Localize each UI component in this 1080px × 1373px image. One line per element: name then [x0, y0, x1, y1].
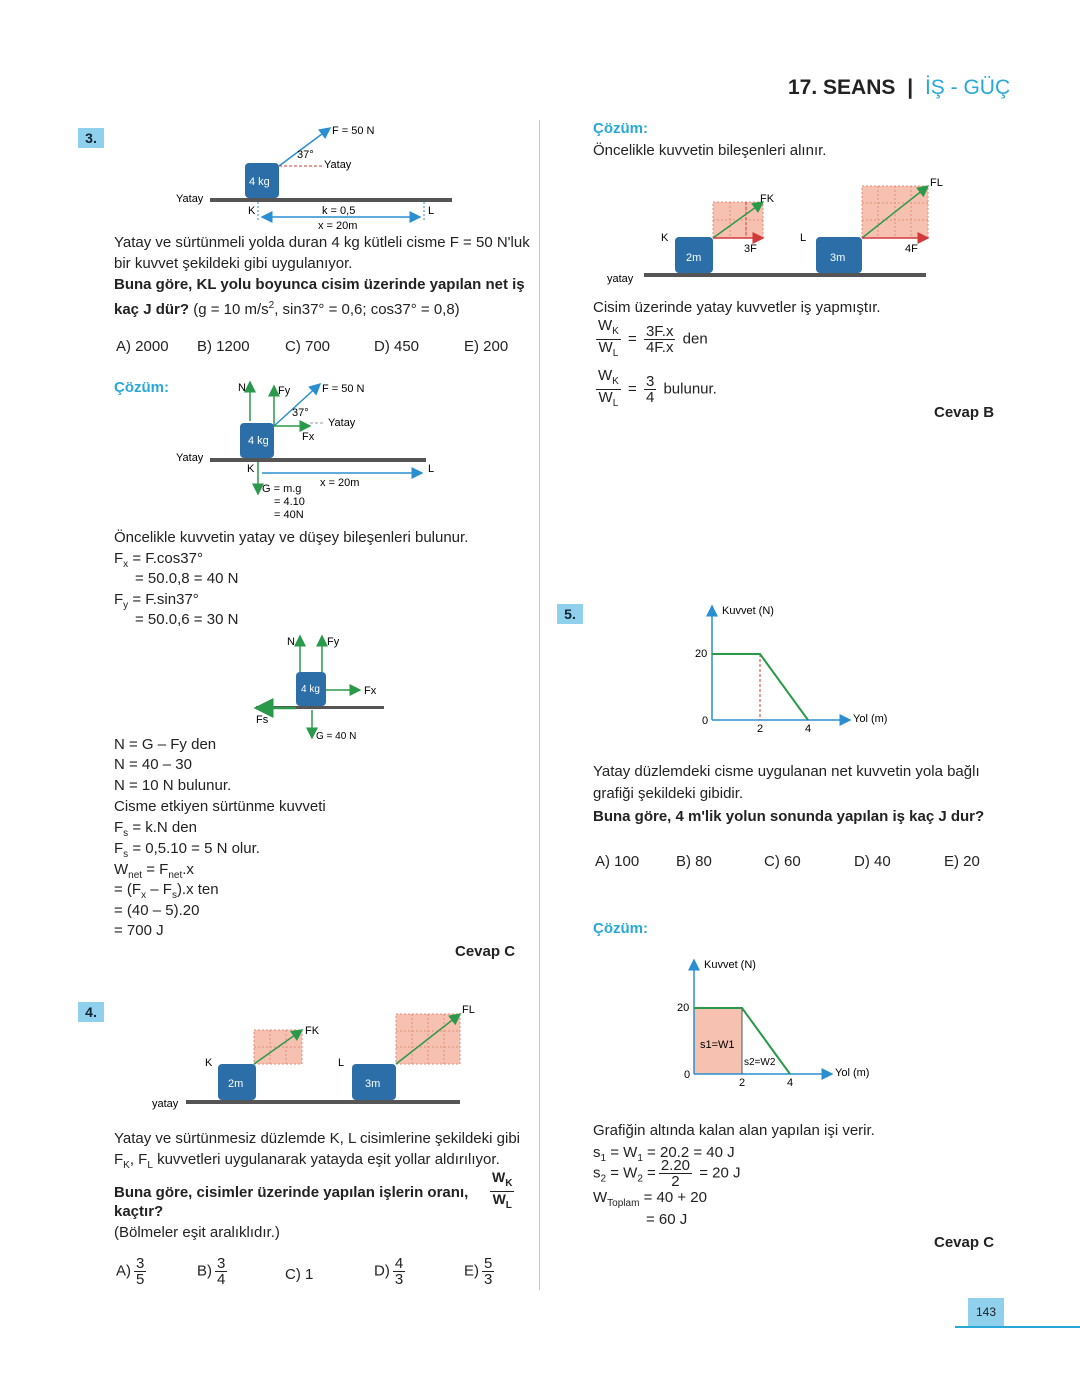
svg-text:3m: 3m	[365, 1078, 381, 1090]
svg-text:3m: 3m	[830, 252, 846, 264]
q4-option-a[interactable]: A) $\frac{3}{5}$	[116, 1255, 145, 1288]
svg-text:G = 40 N: G = 40 N	[316, 731, 357, 742]
n-line-3: N = 10 N bulunur.	[114, 777, 232, 794]
svg-text:Fs: Fs	[256, 714, 269, 726]
q4-text-1: Yatay ve sürtünmesiz düzlemde K, L cisimlerine şekildeki gibi	[114, 1130, 521, 1147]
q3-solution-label: Çözüm:	[114, 379, 169, 396]
q5-text-2: grafiği şekildeki gibidir.	[593, 785, 744, 802]
session-title: 17. SEANS	[788, 76, 896, 99]
y-axis-label: Kuvvet (N)	[722, 605, 774, 617]
q4-solution-line-1: Cisim üzerinde yatay kuvvetler iş yapmıştır.	[593, 299, 881, 316]
q5-option-e[interactable]: E) 20	[944, 853, 980, 870]
svg-text:FK: FK	[305, 1025, 320, 1037]
q5-sol-3: $s_2 = W_2$ = $\frac{2.20}{2}$ = 20 J	[593, 1157, 741, 1190]
x-tick-4: 4	[805, 723, 812, 735]
q3-option-a[interactable]: A) 2000	[116, 338, 169, 355]
n-line-4: Cisme etkiyen sürtünme kuvveti	[114, 798, 326, 815]
topic-title: İŞ - GÜÇ	[924, 76, 1011, 99]
q3-option-e[interactable]: E) 200	[464, 338, 509, 355]
svg-text:yatay: yatay	[152, 1098, 179, 1110]
q3-option-b[interactable]: B) 1200	[197, 338, 250, 355]
q3-solution-figure	[170, 376, 470, 524]
q3-option-c[interactable]: C) 700	[285, 338, 331, 355]
x-tick-2: 2	[757, 723, 764, 735]
svg-text:yatay: yatay	[607, 273, 634, 285]
q4-solution-eq-1: $\frac{W_K}{W_L}$ = $\frac{3F.x}{4F.x}$ den	[598, 317, 708, 359]
q5-bold-1: Buna göre, 4 m'lik yolun sonunda yapılan iş kaç J dur?	[593, 808, 985, 825]
svg-text:x = 20m: x = 20m	[318, 220, 358, 232]
svg-text:2: 2	[739, 1077, 746, 1089]
q4-ratio: $\frac{W_K}{W_L}$	[492, 1169, 513, 1211]
svg-text:K: K	[661, 232, 669, 244]
q5-sol-5: = 60 J	[646, 1211, 688, 1228]
svg-text:L: L	[428, 205, 435, 217]
svg-text:K: K	[248, 205, 256, 217]
q4-solution-label: Çözüm:	[593, 120, 648, 137]
svg-text:2m: 2m	[686, 252, 702, 264]
svg-text:20: 20	[677, 1002, 690, 1014]
question-number-4: 4.	[78, 1002, 104, 1022]
svg-text:0: 0	[684, 1069, 691, 1081]
svg-text:4 kg: 4 kg	[249, 176, 270, 188]
q5-sol-1: Grafiğin altında kalan alan yapılan işi verir.	[593, 1122, 875, 1139]
calc-line-3: = 700 J	[114, 922, 164, 939]
q3-answer: Cevap C	[455, 943, 516, 960]
page-number: 143	[968, 1298, 1004, 1326]
q4-solution-intro: Öncelikle kuvvetin bileşenleri alınır.	[593, 142, 827, 159]
svg-text:G = m.g: G = m.g	[262, 483, 302, 495]
n-line-2: N = 40 – 30	[114, 756, 192, 773]
svg-text:37°: 37°	[292, 407, 309, 419]
svg-text:x = 20m: x = 20m	[320, 477, 360, 489]
fx-line-1: $F_x = F.\cos 37^\circ$	[114, 550, 203, 570]
svg-text:4 kg: 4 kg	[248, 435, 269, 447]
fs-line-2: $F_s = 0,5.10 = 5$ N olur.	[114, 840, 260, 860]
q5-option-d[interactable]: D) 40	[854, 853, 891, 870]
q3-figure	[170, 118, 470, 236]
svg-text:Fx: Fx	[364, 685, 377, 697]
q4-solution-answer: Cevap B	[934, 404, 995, 421]
q5-solution-chart	[672, 954, 912, 1094]
free-body-diagram	[240, 630, 400, 746]
x-axis-label: Yol (m)	[853, 713, 888, 725]
y-tick-20: 20	[695, 648, 708, 660]
q3-given-sup: 2	[268, 300, 275, 311]
q5-sol-2: $s_1 = W_1 = 20.2 = 40$ J	[593, 1144, 735, 1164]
question-number-3: 3.	[78, 128, 104, 148]
calc-line-1: = $(F_x - F_s).x$ ten	[114, 881, 219, 901]
svg-text:FL: FL	[930, 177, 943, 189]
q5-option-a[interactable]: A) 100	[595, 853, 640, 870]
svg-text:Fy: Fy	[278, 385, 291, 397]
origin-label: 0	[702, 715, 709, 727]
q4-text-2: $F_K$, $F_L$ kuvvetleri uygulanarak yatayda eşit yollar aldırılıyor.	[114, 1151, 500, 1171]
svg-text:3F: 3F	[744, 243, 757, 255]
q5-sol-4: $W_{Toplam} = 40 + 20$	[593, 1189, 707, 1209]
fy-line-1: $F_y = F.\sin 37^\circ$	[114, 591, 199, 611]
svg-text:FL: FL	[462, 1004, 475, 1016]
q4-option-c[interactable]: C) 1	[285, 1266, 314, 1283]
q5-option-c[interactable]: C) 60	[764, 853, 801, 870]
svg-text:Kuvvet (N): Kuvvet (N)	[704, 959, 756, 971]
svg-text:Yatay: Yatay	[328, 417, 356, 429]
svg-text:Yatay: Yatay	[176, 452, 204, 464]
q4-option-e[interactable]: E) $\frac{5}{3}$	[464, 1255, 493, 1288]
q5-chart	[690, 600, 910, 740]
footer-line	[955, 1326, 1080, 1328]
svg-text:K: K	[205, 1057, 213, 1069]
svg-text:Yatay: Yatay	[324, 159, 352, 171]
q5-answer: Cevap C	[934, 1234, 995, 1251]
q4-bold-1: Buna göre, cisimler üzerinde yapılan işlerin oranı,	[114, 1184, 469, 1201]
svg-text:K: K	[247, 463, 255, 475]
fs-line-1: $F_s = k.N$ den	[114, 819, 197, 839]
svg-text:F = 50 N: F = 50 N	[332, 125, 375, 137]
header	[788, 76, 1010, 100]
q4-solution-eq-2: $\frac{W_K}{W_L}$ = $\frac{3}{4}$ bulunur.	[598, 367, 717, 409]
q4-option-d[interactable]: D) $\frac{4}{3}$	[374, 1255, 404, 1288]
column-divider	[539, 120, 540, 1290]
svg-text:Yatay: Yatay	[176, 193, 204, 205]
calc-line-2: = (40 – 5).20	[114, 902, 200, 919]
q3-text-2: bir kuvvet şekildeki gibi uygulanıyor.	[114, 255, 353, 272]
q3-text-1: Yatay ve sürtünmeli yolda duran 4 kg kütleli cisme F = 50 N'luk	[114, 234, 530, 251]
q4-figure	[150, 996, 480, 1116]
q3-bold-2: kaç J dür?	[114, 301, 190, 318]
svg-text:37°: 37°	[297, 149, 314, 161]
q3-option-d[interactable]: D) 450	[374, 338, 420, 355]
q4-note: (Bölmeler eşit aralıklıdır.)	[114, 1224, 280, 1241]
svg-text:= 40N: = 40N	[274, 509, 304, 521]
wnet-line: $W_{net} = F_{net}.x$	[114, 861, 194, 881]
q3-question-line	[114, 295, 460, 320]
svg-text:N: N	[287, 636, 295, 648]
svg-text:Fy: Fy	[327, 636, 340, 648]
svg-text:k = 0,5: k = 0,5	[322, 205, 356, 217]
svg-text:Yol (m): Yol (m)	[835, 1067, 870, 1079]
fy-line-2: = 50.0,6 = 30 N	[135, 611, 239, 628]
svg-text:FK: FK	[760, 193, 775, 205]
q3-bold-1: Buna göre, KL yolu boyunca cisim üzerinde yapılan net iş	[114, 276, 525, 293]
svg-text:F = 50 N: F = 50 N	[322, 383, 365, 395]
fx-line-2: = 50.0,8 = 40 N	[135, 570, 239, 587]
area-s1-label: s1=W1	[700, 1039, 735, 1051]
header-separator: |	[907, 76, 914, 99]
q4-solution-figure	[600, 172, 950, 287]
n-line-1: N = G – Fy den	[114, 736, 217, 753]
svg-text:4F: 4F	[905, 243, 918, 255]
svg-text:Fx: Fx	[302, 431, 315, 443]
q4-option-b[interactable]: B) $\frac{3}{4}$	[197, 1255, 226, 1288]
svg-text:L: L	[800, 232, 807, 244]
q5-solution-label: Çözüm:	[593, 920, 648, 937]
svg-text:2m: 2m	[228, 1078, 244, 1090]
svg-text:L: L	[338, 1057, 345, 1069]
svg-text:4 kg: 4 kg	[301, 684, 320, 695]
q4-bold-2: kaçtır?	[114, 1203, 164, 1220]
svg-text:4: 4	[787, 1077, 794, 1089]
area-s2-label: s2=W2	[744, 1057, 776, 1068]
q3-given-b: , sin37° = 0,6; cos37° = 0,8)	[274, 301, 460, 318]
q5-text-1: Yatay düzlemdeki cisme uygulanan net kuvvetin yola bağlı	[593, 763, 980, 780]
svg-text:N: N	[238, 382, 246, 394]
svg-text:= 4.10: = 4.10	[274, 496, 305, 508]
q5-option-b[interactable]: B) 80	[676, 853, 712, 870]
q3-sol-intro: Öncelikle kuvvetin yatay ve düşey bileşenleri bulunur.	[114, 529, 469, 546]
svg-text:L: L	[428, 463, 435, 475]
q3-given-a: (g = 10 m/s	[189, 301, 269, 318]
question-number-5: 5.	[557, 604, 583, 624]
